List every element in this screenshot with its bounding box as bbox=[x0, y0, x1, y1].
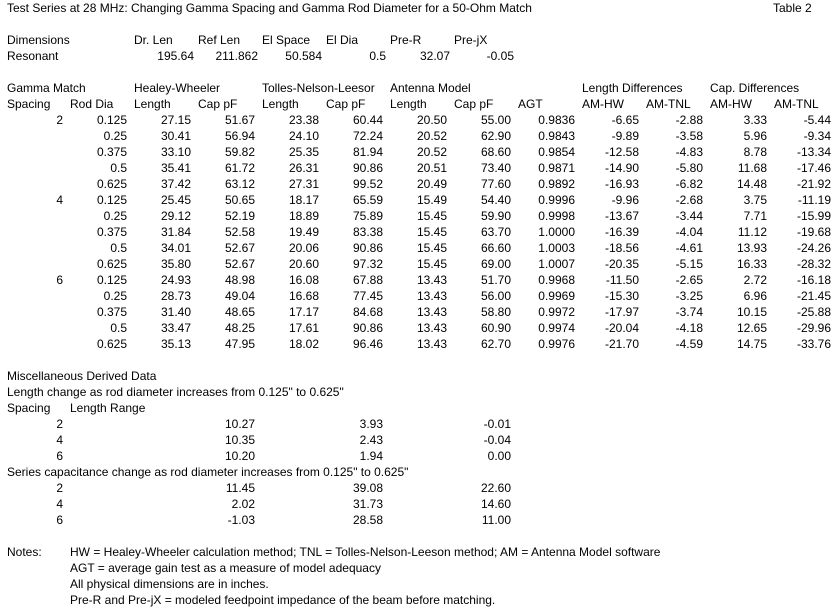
column-header: Spacing bbox=[7, 97, 51, 111]
table-cell: 1.0007 bbox=[538, 257, 575, 271]
table-cell: -9.34 bbox=[803, 129, 831, 143]
table-cell: 31.84 bbox=[160, 225, 191, 239]
table-cell: 25.35 bbox=[288, 145, 319, 159]
table-cell: 6.96 bbox=[743, 289, 767, 303]
table-cell: -20.04 bbox=[604, 321, 639, 335]
table-cell: -11.19 bbox=[797, 193, 831, 207]
notes-row-2 bbox=[3, 576, 833, 592]
table-cell bbox=[3, 256, 63, 272]
table-cell: 33.47 bbox=[160, 321, 191, 335]
misc-cell: 31.73 bbox=[352, 497, 383, 511]
table-cell: 34.01 bbox=[160, 241, 191, 255]
table-cell: 59.90 bbox=[480, 209, 511, 223]
table-cell: -9.96 bbox=[611, 193, 639, 207]
col-dr-len: Dr. Len bbox=[134, 33, 173, 47]
misc-cell: 10.20 bbox=[224, 449, 255, 463]
table-row bbox=[3, 272, 833, 288]
column-header: AM-HW bbox=[710, 97, 752, 111]
table-cell: 0.9968 bbox=[538, 273, 575, 287]
table-cell: 25.45 bbox=[160, 193, 191, 207]
table-cell: 5.96 bbox=[743, 129, 767, 143]
table-cell bbox=[3, 224, 63, 240]
misc-cell: 11.00 bbox=[481, 513, 511, 527]
table-cell: 61.72 bbox=[224, 161, 255, 175]
length-note: Length change as rod diameter increases from 0.125" to 0.625" bbox=[7, 385, 344, 399]
table-cell: 50.65 bbox=[224, 193, 255, 207]
table-cell: -11.50 bbox=[605, 273, 639, 287]
table-cell: 10.15 bbox=[736, 305, 767, 319]
column-header: Rod Dia bbox=[70, 97, 114, 111]
misc-cell: 14.60 bbox=[480, 497, 511, 511]
title-row bbox=[3, 0, 833, 16]
table-cell bbox=[3, 208, 63, 224]
table-cell: 27.15 bbox=[160, 113, 191, 127]
misc-cell: 6 bbox=[56, 449, 63, 463]
table-cell: -21.45 bbox=[796, 289, 831, 303]
misc-row bbox=[3, 480, 833, 496]
misc-cell: -0.01 bbox=[483, 417, 511, 431]
col-el-dia: El Dia bbox=[326, 33, 359, 47]
table-cell: -17.97 bbox=[604, 305, 639, 319]
column-header: Length bbox=[262, 97, 299, 111]
table-cell: 35.13 bbox=[160, 337, 191, 351]
col-pre-r: Pre-R bbox=[390, 33, 422, 47]
table-cell: 60.90 bbox=[480, 321, 511, 335]
table-cell: -24.26 bbox=[796, 241, 831, 255]
misc-cell: 2.02 bbox=[231, 497, 255, 511]
table-cell: 0.9996 bbox=[538, 193, 575, 207]
table-cell: 15.45 bbox=[416, 241, 447, 255]
table-cell: 8.78 bbox=[743, 145, 767, 159]
table-cell: 0.9969 bbox=[538, 289, 575, 303]
table-cell: 63.70 bbox=[480, 225, 511, 239]
table-cell: -18.56 bbox=[604, 241, 639, 255]
misc-cell: 6 bbox=[56, 513, 63, 527]
table-cell: 59.82 bbox=[224, 145, 255, 159]
table-cell: 55.00 bbox=[480, 113, 511, 127]
table-cell: 99.52 bbox=[352, 177, 383, 191]
table-cell: 0.9836 bbox=[538, 113, 575, 127]
column-header: Cap pF bbox=[326, 97, 366, 111]
table-cell: 20.49 bbox=[416, 177, 447, 191]
table-cell: 0.125 bbox=[96, 193, 127, 207]
table-cell: -16.93 bbox=[604, 177, 639, 191]
misc-cell: 10.35 bbox=[224, 433, 255, 447]
table-cell: 97.32 bbox=[352, 257, 383, 271]
table-cell: 0.25 bbox=[103, 289, 127, 303]
note-line: All physical dimensions are in inches. bbox=[70, 577, 269, 591]
length-range-header: Length Range bbox=[70, 401, 146, 415]
table-label: Table 2 bbox=[773, 1, 812, 15]
table-row bbox=[3, 304, 833, 320]
table-cell: 28.73 bbox=[160, 289, 191, 303]
column-header: AGT bbox=[518, 97, 543, 111]
table-cell: 65.59 bbox=[352, 193, 383, 207]
table-cell bbox=[3, 144, 63, 160]
table-cell: 16.68 bbox=[288, 289, 319, 303]
table-cell: -3.58 bbox=[675, 129, 703, 143]
table-cell: 0.9854 bbox=[538, 145, 575, 159]
table-cell: 16.08 bbox=[288, 273, 319, 287]
table-cell: 48.98 bbox=[224, 273, 255, 287]
table-cell: 27.31 bbox=[288, 177, 319, 191]
table-cell: 72.24 bbox=[352, 129, 383, 143]
table-cell: -9.89 bbox=[611, 129, 639, 143]
table-cell: 0.625 bbox=[96, 257, 127, 271]
table-cell: 56.00 bbox=[480, 289, 511, 303]
misc-cell: 11.45 bbox=[225, 481, 255, 495]
table-cell: 0.9998 bbox=[538, 209, 575, 223]
table-cell: -21.92 bbox=[796, 177, 831, 191]
misc-row bbox=[3, 432, 833, 448]
table-row bbox=[3, 176, 833, 192]
dimensions-label: Dimensions bbox=[7, 33, 70, 47]
table-cell: 13.43 bbox=[416, 337, 447, 351]
misc-cell: 28.58 bbox=[352, 513, 383, 527]
table-cell: 20.52 bbox=[416, 145, 447, 159]
table-cell: -6.65 bbox=[611, 113, 639, 127]
table-cell: 0.9871 bbox=[538, 161, 575, 175]
table-cell: 17.61 bbox=[288, 321, 319, 335]
table-cell: 35.80 bbox=[160, 257, 191, 271]
table-cell: 0.375 bbox=[96, 145, 127, 159]
table-cell: 0.9892 bbox=[538, 177, 575, 191]
table-cell: 84.68 bbox=[352, 305, 383, 319]
table-row bbox=[3, 160, 833, 176]
table-cell: 0.9972 bbox=[538, 305, 575, 319]
table-cell: -13.34 bbox=[796, 145, 831, 159]
table-cell: -13.67 bbox=[604, 209, 639, 223]
table-cell: 81.94 bbox=[352, 145, 383, 159]
misc-cell: 1.94 bbox=[359, 449, 383, 463]
table-cell: 0.375 bbox=[96, 225, 127, 239]
misc-title-row bbox=[3, 368, 833, 384]
misc-cell: 22.60 bbox=[480, 481, 511, 495]
table-cell: 49.04 bbox=[224, 289, 255, 303]
table-cell bbox=[3, 160, 63, 176]
table-cell: 24.93 bbox=[160, 273, 191, 287]
table-cell: 7.71 bbox=[743, 209, 767, 223]
table-cell: 18.89 bbox=[288, 209, 319, 223]
column-header: AM-TNL bbox=[774, 97, 819, 111]
table-cell: 15.49 bbox=[416, 193, 447, 207]
table-cell: 11.12 bbox=[737, 225, 767, 239]
table-cell: 52.19 bbox=[224, 209, 255, 223]
table-cell: -4.18 bbox=[675, 321, 703, 335]
table-cell bbox=[3, 176, 63, 192]
dimensions-header-row bbox=[3, 32, 833, 48]
note-line: Pre-R and Pre-jX = modeled feedpoint impedance of the beam before matching. bbox=[70, 593, 496, 607]
table-cell: 62.70 bbox=[480, 337, 511, 351]
column-header: Cap pF bbox=[198, 97, 238, 111]
table-cell: 0.5 bbox=[110, 241, 127, 255]
table-cell: 16.33 bbox=[736, 257, 767, 271]
table-cell: 13.93 bbox=[736, 241, 767, 255]
el-space-value: 50.584 bbox=[285, 49, 322, 63]
column-header: AM-HW bbox=[582, 97, 624, 111]
misc-cell: -0.04 bbox=[483, 433, 511, 447]
table-cell: -16.39 bbox=[604, 225, 639, 239]
table-cell: 90.86 bbox=[352, 161, 383, 175]
table-cell: 47.95 bbox=[224, 337, 255, 351]
table-cell: -2.65 bbox=[675, 273, 703, 287]
table-cell: 15.45 bbox=[416, 225, 447, 239]
group-header-row bbox=[3, 80, 833, 96]
table-cell: 52.58 bbox=[224, 225, 255, 239]
table-cell: 48.25 bbox=[224, 321, 255, 335]
table-cell: -5.15 bbox=[675, 257, 703, 271]
table-cell bbox=[3, 336, 63, 352]
misc-cell: 39.08 bbox=[352, 481, 383, 495]
table-cell: 13.43 bbox=[416, 321, 447, 335]
table-cell: 60.44 bbox=[352, 113, 383, 127]
table-cell: 20.51 bbox=[416, 161, 447, 175]
notes-row-0 bbox=[3, 544, 833, 560]
table-cell: 20.50 bbox=[416, 113, 447, 127]
table-cell: -2.68 bbox=[675, 193, 703, 207]
table-row bbox=[3, 128, 833, 144]
misc-title: Miscellaneous Derived Data bbox=[7, 369, 157, 383]
misc-row bbox=[3, 416, 833, 432]
table-row bbox=[3, 240, 833, 256]
table-cell: 2.72 bbox=[743, 273, 767, 287]
col-el-space: El Space bbox=[262, 33, 311, 47]
table-cell bbox=[3, 288, 63, 304]
table-row bbox=[3, 336, 833, 352]
table-cell: 4 bbox=[56, 193, 63, 207]
table-cell: -3.25 bbox=[675, 289, 703, 303]
length-note-row bbox=[3, 384, 833, 400]
table-cell: 0.9974 bbox=[538, 321, 575, 335]
table-cell: -17.46 bbox=[796, 161, 831, 175]
column-header: AM-TNL bbox=[646, 97, 691, 111]
dimensions-values-row bbox=[3, 48, 833, 64]
table-cell: 0.25 bbox=[103, 209, 127, 223]
table-cell: -33.76 bbox=[796, 337, 831, 351]
misc-row bbox=[3, 512, 833, 528]
table-cell: 20.52 bbox=[416, 129, 447, 143]
table-cell: -25.88 bbox=[796, 305, 831, 319]
table-row bbox=[3, 256, 833, 272]
length-header-row bbox=[3, 400, 833, 416]
table-cell: 0.5 bbox=[110, 321, 127, 335]
table-cell: -21.70 bbox=[604, 337, 639, 351]
table-cell: 26.31 bbox=[288, 161, 319, 175]
el-dia-value: 0.5 bbox=[369, 49, 386, 63]
table-row bbox=[3, 144, 833, 160]
column-header: Cap pF bbox=[454, 97, 494, 111]
table-cell: 63.12 bbox=[224, 177, 255, 191]
dr-len-value: 195.64 bbox=[157, 49, 194, 63]
table-cell: 58.80 bbox=[480, 305, 511, 319]
col-pre-jx: Pre-jX bbox=[454, 33, 488, 47]
table-cell: -15.30 bbox=[604, 289, 639, 303]
table-cell: -2.88 bbox=[675, 113, 703, 127]
misc-cell: 3.93 bbox=[359, 417, 383, 431]
misc-cell: 2.43 bbox=[359, 433, 383, 447]
table-cell: 0.625 bbox=[96, 337, 127, 351]
table-cell: -4.04 bbox=[675, 225, 703, 239]
table-cell: 0.375 bbox=[96, 305, 127, 319]
table-cell: -12.58 bbox=[604, 145, 639, 159]
table-cell: -4.59 bbox=[675, 337, 703, 351]
table-cell: 3.75 bbox=[743, 193, 767, 207]
column-header: Length bbox=[390, 97, 427, 111]
table-cell: 2 bbox=[56, 113, 63, 127]
cap-diff-header: Cap. Differences bbox=[710, 81, 800, 95]
column-header: Length bbox=[134, 97, 171, 111]
table-row bbox=[3, 208, 833, 224]
table-cell: 69.00 bbox=[480, 257, 511, 271]
table-cell: 31.40 bbox=[160, 305, 191, 319]
table-cell bbox=[3, 320, 63, 336]
cap-note: Series capacitance change as rod diameter increases from 0.125" to 0.625" bbox=[7, 465, 409, 479]
cap-note-row bbox=[3, 464, 833, 480]
notes-label: Notes: bbox=[7, 545, 42, 559]
table-cell: 0.25 bbox=[103, 129, 127, 143]
table-cell: 51.70 bbox=[480, 273, 511, 287]
column-header-row bbox=[3, 96, 833, 112]
table-row bbox=[3, 192, 833, 208]
table-cell: 0.125 bbox=[96, 273, 127, 287]
misc-cell: 2 bbox=[56, 417, 63, 431]
table-cell bbox=[3, 128, 63, 144]
table-cell: 12.65 bbox=[736, 321, 767, 335]
table-cell: 13.43 bbox=[416, 305, 447, 319]
table-cell: 15.45 bbox=[416, 209, 447, 223]
table-cell: -3.74 bbox=[675, 305, 703, 319]
table-cell bbox=[3, 240, 63, 256]
table-cell: 13.43 bbox=[416, 273, 447, 287]
table-cell: -4.83 bbox=[675, 145, 703, 159]
table-cell: 15.45 bbox=[416, 257, 447, 271]
table-cell: 0.9976 bbox=[538, 337, 575, 351]
table-cell: 20.60 bbox=[288, 257, 319, 271]
gamma-match-header: Gamma Match bbox=[7, 81, 86, 95]
table-cell: 23.38 bbox=[288, 113, 319, 127]
table-cell: 0.5 bbox=[110, 161, 127, 175]
table-cell: 17.17 bbox=[288, 305, 319, 319]
table-cell: -28.32 bbox=[796, 257, 831, 271]
table-cell: 0.125 bbox=[96, 113, 127, 127]
table-row bbox=[3, 288, 833, 304]
note-line: AGT = average gain test as a measure of model adequacy bbox=[70, 561, 381, 575]
misc-cell: 4 bbox=[56, 497, 63, 511]
table-cell bbox=[3, 304, 63, 320]
table-cell: 90.86 bbox=[352, 241, 383, 255]
table-cell: -14.90 bbox=[604, 161, 639, 175]
table-cell: -3.44 bbox=[675, 209, 703, 223]
table-cell: -15.99 bbox=[796, 209, 831, 223]
table-cell: -5.80 bbox=[675, 161, 703, 175]
table-cell: -6.82 bbox=[675, 177, 703, 191]
table-cell: 51.67 bbox=[224, 113, 255, 127]
table-cell: -5.44 bbox=[803, 113, 831, 127]
notes-row-3 bbox=[3, 592, 833, 608]
notes-row-1 bbox=[3, 560, 833, 576]
table-cell: -16.18 bbox=[796, 273, 831, 287]
ref-len-value: 211.862 bbox=[215, 49, 258, 63]
table-row bbox=[3, 112, 833, 128]
table-cell: 67.88 bbox=[352, 273, 383, 287]
pre-jx-value: -0.05 bbox=[486, 49, 514, 63]
pre-r-value: 32.07 bbox=[419, 49, 450, 63]
table-cell: 54.40 bbox=[480, 193, 511, 207]
table-cell: 77.60 bbox=[480, 177, 511, 191]
table-cell: 13.43 bbox=[416, 289, 447, 303]
table-cell: 75.89 bbox=[352, 209, 383, 223]
table-row bbox=[3, 224, 833, 240]
table-cell: 20.06 bbox=[288, 241, 319, 255]
am-header: Antenna Model bbox=[390, 81, 471, 95]
hw-header: Healey-Wheeler bbox=[134, 81, 221, 95]
len-diff-header: Length Differences bbox=[582, 81, 683, 95]
misc-cell: -1.03 bbox=[227, 513, 255, 527]
table-cell: 19.49 bbox=[288, 225, 319, 239]
table-cell: -4.61 bbox=[675, 241, 703, 255]
table-cell: 14.75 bbox=[736, 337, 767, 351]
misc-cell: 0.00 bbox=[487, 449, 511, 463]
table-cell: -20.35 bbox=[604, 257, 639, 271]
table-cell: 6 bbox=[56, 273, 63, 287]
misc-row bbox=[3, 448, 833, 464]
resonant-label: Resonant bbox=[7, 49, 59, 63]
table-cell: 1.0000 bbox=[538, 225, 575, 239]
table-cell: 14.48 bbox=[736, 177, 767, 191]
table-cell: -29.96 bbox=[796, 321, 831, 335]
note-line: HW = Healey-Wheeler calculation method; TNL = Tolles-Nelson-Leeson method; AM = Antenna Model software bbox=[70, 545, 661, 559]
col-ref-len: Ref Len bbox=[198, 33, 241, 47]
table-cell: 35.41 bbox=[160, 161, 191, 175]
table-cell: 52.67 bbox=[224, 257, 255, 271]
table-row bbox=[3, 320, 833, 336]
table-cell: -19.68 bbox=[796, 225, 831, 239]
table-cell: 30.41 bbox=[160, 129, 191, 143]
table-cell: 37.42 bbox=[160, 177, 191, 191]
table-cell: 73.40 bbox=[480, 161, 511, 175]
tnl-header: Tolles-Nelson-Leesor bbox=[262, 81, 375, 95]
table-cell: 11.68 bbox=[737, 161, 767, 175]
table-cell: 66.60 bbox=[480, 241, 511, 255]
table-cell: 24.10 bbox=[288, 129, 319, 143]
misc-cell: 2 bbox=[56, 481, 63, 495]
misc-cell: 10.27 bbox=[224, 417, 255, 431]
table-cell: 96.46 bbox=[352, 337, 383, 351]
table-cell: 62.90 bbox=[480, 129, 511, 143]
table-cell: 48.65 bbox=[224, 305, 255, 319]
table-cell: 1.0003 bbox=[538, 241, 575, 255]
table-cell: 77.45 bbox=[352, 289, 383, 303]
table-cell: 3.33 bbox=[743, 113, 767, 127]
misc-cell: 4 bbox=[56, 433, 63, 447]
misc-row bbox=[3, 496, 833, 512]
table-cell: 0.625 bbox=[96, 177, 127, 191]
page-title: Test Series at 28 MHz: Changing Gamma Spacing and Gamma Rod Diameter for a 50-Ohm Match bbox=[7, 1, 532, 15]
table-cell: 18.17 bbox=[288, 193, 319, 207]
table-cell: 68.60 bbox=[480, 145, 511, 159]
table-cell: 0.9843 bbox=[538, 129, 575, 143]
misc-spacing-header: Spacing bbox=[7, 401, 51, 415]
table-cell: 83.38 bbox=[352, 225, 383, 239]
table-cell: 18.02 bbox=[288, 337, 319, 351]
table-cell: 33.10 bbox=[160, 145, 191, 159]
table-cell: 52.67 bbox=[224, 241, 255, 255]
table-cell: 90.86 bbox=[352, 321, 383, 335]
table-cell: 56.94 bbox=[224, 129, 255, 143]
table-cell: 29.12 bbox=[160, 209, 191, 223]
